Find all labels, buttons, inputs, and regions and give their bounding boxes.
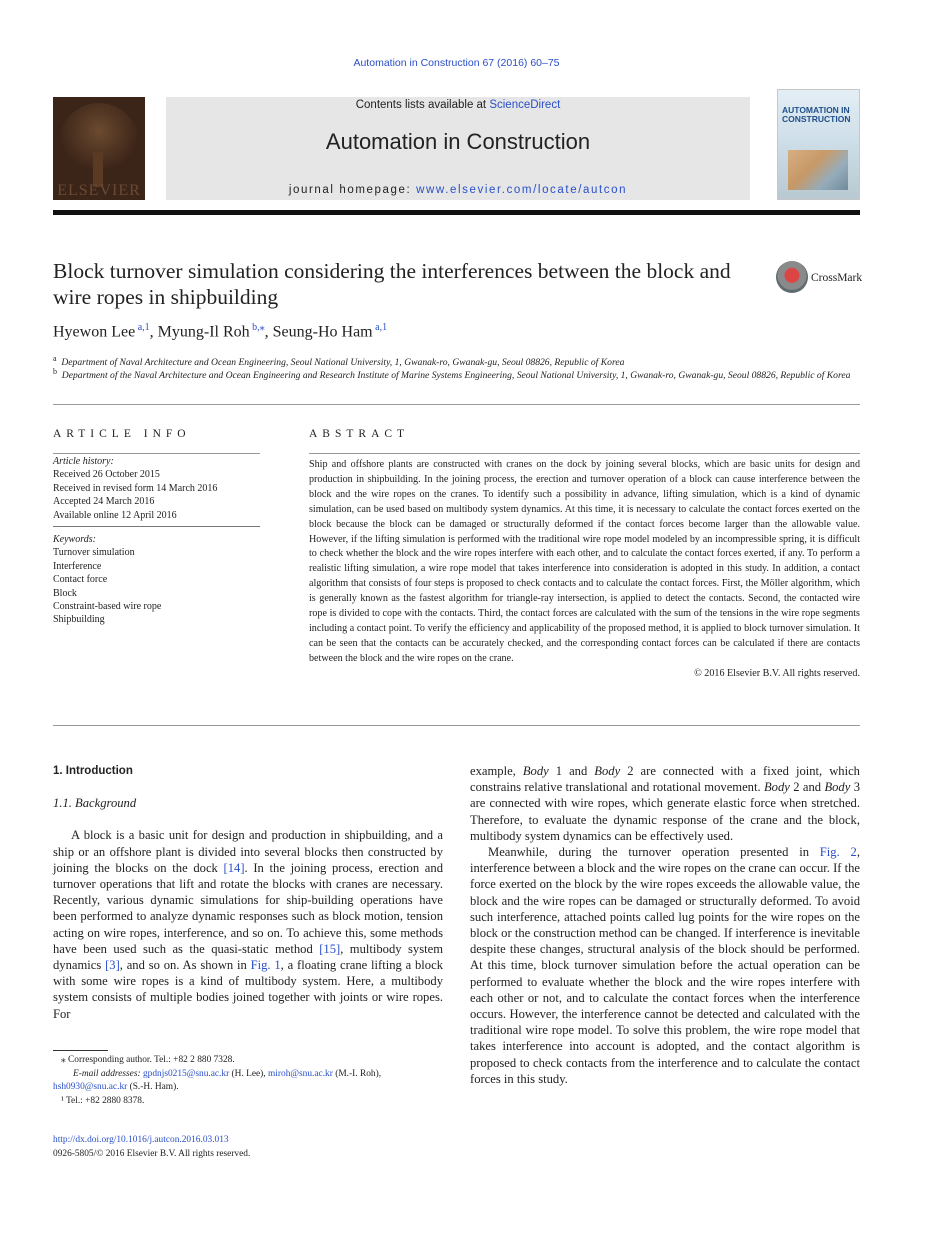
email-link[interactable]: hsh0930@snu.ac.kr	[53, 1082, 128, 1092]
author-affiliation-marker[interactable]: b,⁎	[252, 322, 265, 333]
reference-link[interactable]: [14]	[223, 860, 245, 875]
publisher-wordmark: ELSEVIER	[57, 182, 141, 199]
text-run: , and so on. As shown in	[119, 958, 251, 973]
text-run: 1 and	[548, 764, 595, 778]
reference-link[interactable]: Fig. 2	[819, 845, 857, 860]
italic-term: Body	[824, 780, 851, 795]
homepage-line	[166, 184, 750, 196]
body-paragraph	[470, 844, 860, 1087]
reference-link[interactable]: [15]	[319, 941, 341, 956]
text-run: example,	[470, 764, 523, 778]
crossmark-badge[interactable]	[776, 261, 866, 295]
body-left-column	[53, 763, 443, 1022]
doi-block	[53, 1134, 250, 1161]
keywords-label: Keywords:	[53, 534, 96, 546]
crossmark-icon	[776, 261, 808, 293]
footnotes	[53, 1050, 443, 1108]
history-item: Available online 12 April 2016	[53, 509, 177, 521]
section-heading: 1. Introduction	[53, 765, 133, 777]
homepage-link[interactable]: www.elsevier.com/locate/autcon	[416, 184, 628, 196]
text-run: Meanwhile, during the turnover operation presented in	[488, 845, 820, 860]
article-title: Block turnover simulation considering the interferences between the block and wire ropes in shipbuilding	[53, 259, 731, 309]
abstract-text: Ship and offshore plants are constructed with cranes on the dock by joining several blocks, which are basic units for design and production in shipbuilding. In the joining process, the erection and turnover operation of a block can cause interference between the block and the wire ropes on the cranes. To identify such a possibility in advance, lifting simulation, which is a kind of dynamic simulation, can be used based on multibody system dynamics. At this time, it is necessary to calculate the contact forces exerted on the block because the block can be damaged or structurally deformed if the contact forces become larger than the allowable value. However, if the lifting simulation is performed with the traditional wire rope model modeled by an incompressible spring, it is difficult to check whether the block and the wire ropes interfere with each other, and to calculate the contact forces exerted, if any. To perform a realistic lifting simulation, a wire rope model that takes interference into consideration is adopted in this study. In addition, a contact algorithm that consists of four steps is proposed to check contacts and to calculate the contact forces. First, the Möller algorithm, which is generally known as the fastest algorithm for triangle-ray intersection, is applied to detect the contacts. Second, the contacted wire rope is divided to cope with the contacts. Third, the contact forces are calculated with the sum of the tensions in the wire rope segments including a contact point. To verify the efficiency and applicability of the proposed method, it is applied to block turnover simulation. It can be seen that the contacts can be accurately checked, and the corresponding contact forces can be calculated if there are contacts between the block and the wire ropes on the crane.	[309, 459, 860, 664]
article-info	[53, 455, 260, 627]
history-item: Received 26 October 2015	[53, 469, 160, 481]
subsection-heading: 1.1. Background	[53, 796, 137, 811]
contents-prefix: Contents lists available at	[355, 99, 490, 111]
history-label: Article history:	[53, 456, 114, 467]
contents-line	[166, 99, 750, 111]
reference-link[interactable]: Fig. 1	[250, 958, 281, 973]
divider	[53, 725, 860, 726]
email-link[interactable]: miroh@snu.ac.kr	[268, 1068, 333, 1079]
text-run: , multibody system dynamics	[53, 941, 443, 973]
journal-citation[interactable]: Automation in Construction 67 (2016) 60–75	[353, 57, 560, 69]
text-run: A block is a basic unit for design and production in shipbuilding, and a ship or an offshore plant is divided into several blocks then constructed by joining the blocks on the dock	[53, 828, 443, 875]
article-info-heading: ARTICLE INFO	[53, 428, 191, 440]
header-rule	[53, 210, 860, 215]
email-link[interactable]: gpdnjs0215@snu.ac.kr	[142, 1068, 230, 1079]
doi-link[interactable]: http://dx.doi.org/10.1016/j.autcon.2016.03.013	[53, 1135, 229, 1145]
divider	[53, 453, 260, 454]
abstract-body	[309, 458, 860, 682]
cover-title: AUTOMATION IN CONSTRUCTION	[782, 105, 851, 124]
reference-link[interactable]: [3]	[105, 958, 120, 973]
text-run: . In the joining process, erection and turnover operations that lift and rotate the blocks with cranes are necessary. Recently, various dynamic simulations for ship-building operations have been performed to analyze dynamic responses such as block motion, tension acting on wire ropes, interference, and so on. To achieve this, some methods have been used such as the quasi-static method	[53, 860, 443, 956]
journal-cover-thumbnail[interactable]	[777, 89, 860, 200]
sciencedirect-link[interactable]: ScienceDirect	[489, 99, 561, 111]
footnote-rule	[53, 1050, 108, 1051]
author-name: Hyewon Lee	[53, 323, 136, 341]
body-right-column	[470, 763, 860, 1087]
history-item: Accepted 24 March 2016	[53, 496, 155, 508]
italic-term: Body	[594, 764, 621, 778]
email-note-cont: hsh0930@snu.ac.kr (S.-H. Ham).	[53, 1082, 179, 1092]
divider	[309, 453, 860, 454]
crossmark-label: CrossMark	[811, 272, 863, 284]
text-run: , a floating crane lifting a block with some wire ropes is a kind of multibody system. Here, a multibody system consists of multiple bodies joined together with joints or wire ropes. For	[53, 958, 443, 1021]
email-note: E-mail addresses: gpdnjs0215@snu.ac.kr (H. Lee), miroh@snu.ac.kr (M.-I. Roh),	[73, 1068, 382, 1079]
keyword-item: Turnover simulation	[53, 547, 135, 559]
keyword-item: Contact force	[53, 574, 108, 586]
divider	[53, 404, 860, 405]
text-run: 2 and	[789, 780, 825, 795]
divider	[53, 526, 260, 527]
affiliation-a: $^a$ Department of Naval Architecture and Ocean Engineering, Seoul National University, 1, Gwanak-ro, Gwanak-gu, Seoul 08826, Republic of Korea	[53, 354, 625, 369]
intro-paragraph	[53, 827, 443, 1021]
keyword-item: Constraint-based wire rope	[53, 601, 162, 613]
body-paragraph	[470, 763, 860, 844]
elsevier-logo	[53, 97, 145, 200]
corresponding-author-note: ⁎ Corresponding author. Tel.: +82 2 880 7328.	[61, 1055, 235, 1065]
homepage-prefix: journal homepage:	[288, 184, 417, 196]
abstract-copyright: © 2016 Elsevier B.V. All rights reserved.	[694, 667, 860, 679]
author-affiliation-marker[interactable]: a,1	[375, 322, 388, 333]
author-name: Seung-Ho Ham	[272, 323, 373, 341]
cover-image	[788, 150, 848, 190]
history-item: Received in revised form 14 March 2016	[53, 482, 218, 494]
telephone-note: ¹ Tel.: +82 2880 8378.	[61, 1095, 145, 1106]
affiliation-b: $^b$ Department of the Naval Architecture and Ocean Engineering and Research Institute of Marine Systems Engineering, Seoul National University, 1, Gwanak-ro, Gwanak-gu, Seoul 08826, Republic of Korea	[53, 367, 851, 382]
text-run: 3 are connected with wire ropes, which generate elastic force when stretched. Therefore, to evaluate the dynamic response of the crane and the block, multibody system dynamics can be effectively used.	[470, 780, 860, 843]
journal-name: Automation in Construction	[325, 129, 591, 154]
author-list: Hyewon Lee $^{a,1}$, Myung-Il Roh $^{b,⁎}$, Seung-Ho Ham $^{a,1}$	[53, 322, 388, 341]
italic-term: Body	[522, 764, 549, 778]
author-name: Myung-Il Roh	[157, 323, 250, 341]
abstract-heading: ABSTRACT	[309, 428, 410, 440]
journal-banner	[166, 97, 750, 200]
keyword-item: Interference	[53, 560, 102, 572]
issn-line: 0926-5805/© 2016 Elsevier B.V. All rights reserved.	[53, 1148, 251, 1159]
author-affiliation-marker[interactable]: a,1	[137, 322, 150, 333]
italic-term: Body	[763, 780, 790, 795]
keyword-item: Block	[53, 587, 77, 599]
text-run: 2 are connected with a fixed joint, which constrains relative translational and rotational movement.	[470, 764, 860, 795]
text-run: , interference between a block and the wire ropes on the crane can occur. If the force exerted on the block by the wire ropes exceeds the allowable value, the block and the wire ropes can be damaged or structurally deformed. To avoid such interference, attached points called lug points for the wire ropes on the block or the construction method can be changed. If interference is inevitable despite these changes, structural analysis of the block should be performed. At this time, block turnover simulation before the actual operation can be performed to evaluate whether the block and the wire ropes interfere with each other or not, and to calculate the contact forces when the interference occurs. However, the interference cannot be detected and calculated with the traditional wire rope model. To solve this problem, the wire rope model that takes interference into account is adopted, and the contact algorithm is proposed to check contacts from the interference and to calculate the contact forces in this study.	[470, 845, 860, 1086]
keyword-item: Shipbuilding	[53, 614, 105, 626]
